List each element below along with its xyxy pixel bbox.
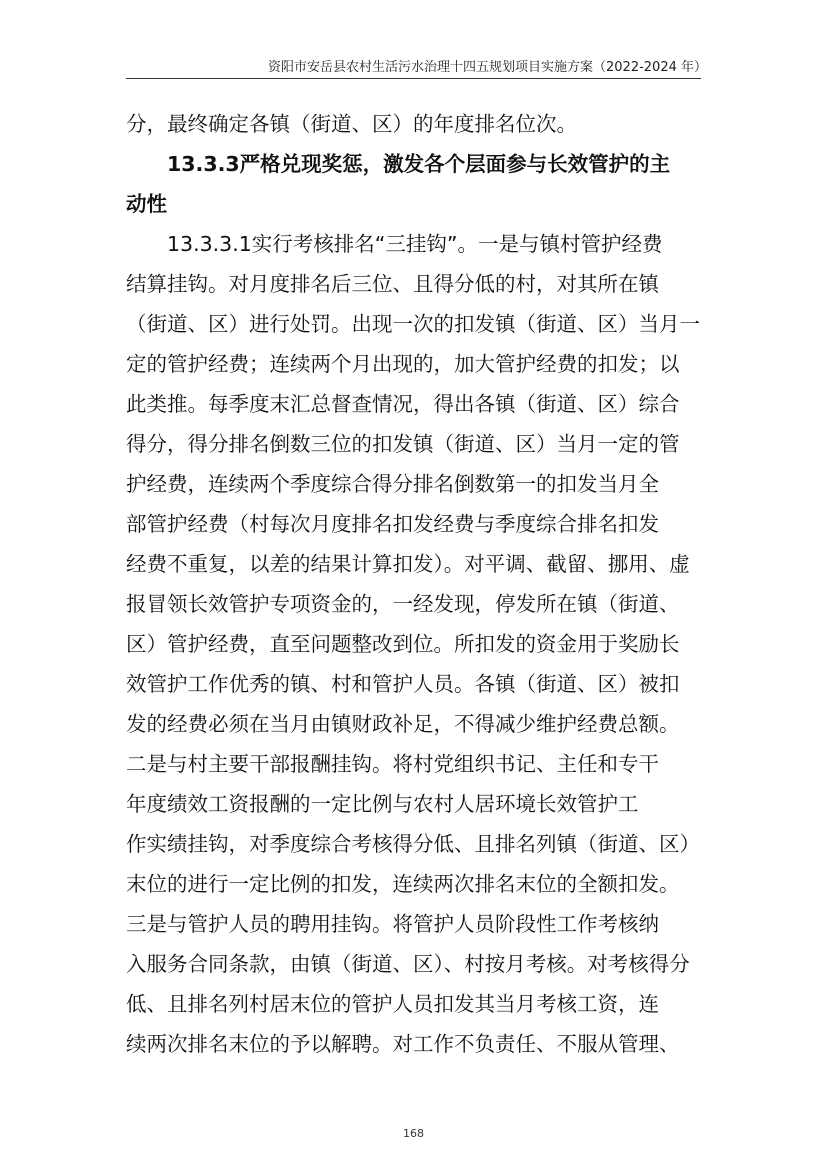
text-line: 此类推。每季度末汇总督查情况，得出各镇（街道、区）综合 bbox=[126, 392, 680, 416]
page-body bbox=[126, 104, 703, 1064]
text-line: 经费不重复，以差的结果计算扣发）。对平调、截留、挪用、虚 bbox=[126, 552, 690, 576]
heading-line: 动性 bbox=[126, 192, 167, 216]
text-line: 得分，得分排名倒数三位的扣发镇（街道、区）当月一定的管 bbox=[126, 432, 680, 456]
running-header: 资阳市安岳县农村生活污水治理十四五规划项目实施方案（2022-2024 年） bbox=[268, 60, 707, 75]
text-line: 发的经费必须在当月由镇财政补足，不得减少维护经费总额。 bbox=[126, 712, 680, 736]
text-line: 效管护工作优秀的镇、村和管护人员。各镇（街道、区）被扣 bbox=[126, 672, 680, 696]
page-number: 168 bbox=[403, 1127, 424, 1140]
header-rule bbox=[126, 78, 701, 79]
text-line: 结算挂钩。对月度排名后三位、且得分低的村，对其所在镇 bbox=[126, 272, 659, 296]
text-line: 报冒领长效管护专项资金的，一经发现，停发所在镇（街道、 bbox=[126, 592, 680, 616]
text-line: （街道、区）进行处罚。出现一次的扣发镇（街道、区）当月一 bbox=[126, 312, 700, 336]
text-line: 二是与村主要干部报酬挂钩。将村党组织书记、主任和专干 bbox=[126, 752, 659, 776]
section-heading bbox=[126, 144, 703, 224]
text-line: 低、且排名列村居末位的管护人员扣发其当月考核工资，连 bbox=[126, 992, 659, 1016]
text-line: 入服务合同条款，由镇（街道、区）、村按月考核。对考核得分 bbox=[126, 952, 690, 976]
text-line: 护经费，连续两个季度综合得分排名倒数第一的扣发当月全 bbox=[126, 472, 659, 496]
text-line: 三是与管护人员的聘用挂钩。将管护人员阶段性工作考核纳 bbox=[126, 912, 659, 936]
text-line: 13.3.3.1实行考核排名“三挂钩”。一是与镇村管护经费 bbox=[167, 232, 663, 256]
text-line: 末位的进行一定比例的扣发，连续两次排名末位的全额扣发。 bbox=[126, 872, 680, 896]
paragraph-continuation: 分，最终确定各镇（街道、区）的年度排名位次。 bbox=[126, 112, 577, 136]
text-line: 区）管护经费，直至问题整改到位。所扣发的资金用于奖励长 bbox=[126, 632, 680, 656]
paragraph-body bbox=[126, 224, 703, 1064]
text-line: 续两次排名末位的予以解聘。对工作不负责任、不服从管理、 bbox=[126, 1032, 680, 1056]
text-line: 定的管护经费；连续两个月出现的，加大管护经费的扣发；以 bbox=[126, 352, 680, 376]
text-line: 作实绩挂钩，对季度综合考核得分低、且排名列镇（街道、区） bbox=[126, 832, 700, 856]
heading-line: 13.3.3严格兑现奖惩，激发各个层面参与长效管护的主 bbox=[167, 152, 671, 176]
text-line: 部管护经费（村每次月度排名扣发经费与季度综合排名扣发 bbox=[126, 512, 659, 536]
text-line: 年度绩效工资报酬的一定比例与农村人居环境长效管护工 bbox=[126, 792, 639, 816]
